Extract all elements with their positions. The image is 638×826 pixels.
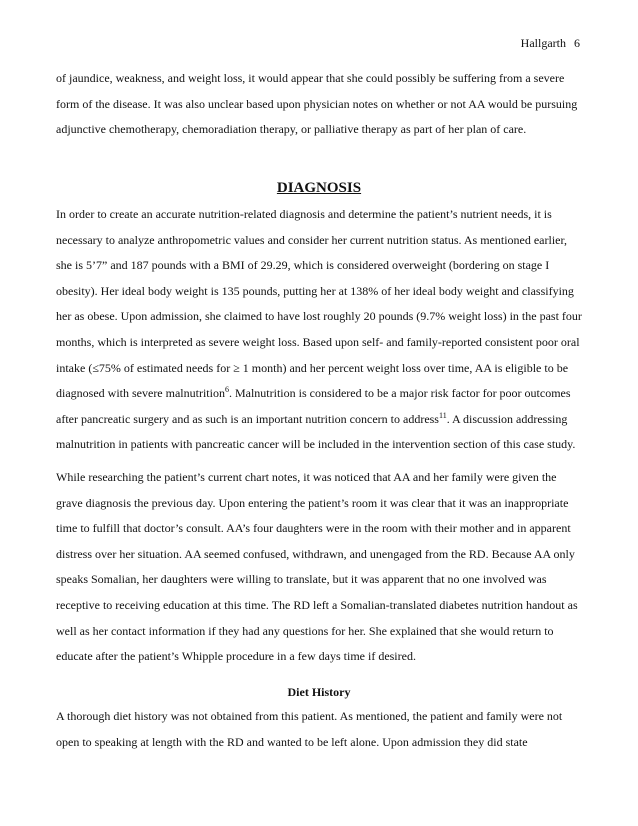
paragraph-diagnosis bbox=[56, 202, 584, 458]
paragraph-diet-history: A thorough diet history was not obtained from this patient. As mentioned, the patient and family were not open to speaking at length with the RD and wanted to be left alone. Upon admission they did state bbox=[56, 709, 563, 749]
running-header bbox=[521, 36, 580, 51]
paragraph-continuation: of jaundice, weakness, and weight loss, it would appear that she could possibly be suffering from a severe form of the disease. It was also unclear based upon physician notes on whether or not AA would be pursuing adjunctive chemotherapy, chemoradiation therapy, or palliative therapy as part of her plan of care. bbox=[56, 71, 578, 137]
header-page-number: 6 bbox=[574, 36, 580, 50]
citation-ref-6: 6 bbox=[224, 385, 229, 395]
header-author: Hallgarth bbox=[520, 36, 566, 50]
section-heading-diagnosis: DIAGNOSIS bbox=[276, 180, 362, 196]
citation-ref-11: 11 bbox=[438, 410, 447, 420]
paragraph-chart-notes: While researching the patient’s current chart notes, it was noticed that AA and her family were given the grave diagnosis the previous day. Upon entering the patient’s room it was clear that it was an inappropriate time to fulfill that doctor’s consult. AA’s four daughters were in the room with their mother and in apparent distress over her situation. AA seemed confused, withdrawn, and unengaged from the RD. Because AA only speaks Somalian, her daughters were willing to translate, but it was apparent that no one involved was receptive to receiving education at this time. The RD left a Somalian-translated diabetes nutrition handout as well as her contact information if they had any questions for her. She explained that she would return to educate after the patient’s Whipple procedure in a few days time if desired. bbox=[56, 470, 578, 664]
paragraph-diagnosis-text-a: In order to create an accurate nutrition-related diagnosis and determine the patient’s nutrient needs, it is necessary to analyze anthropometric values and consider her current nutrition status. As mentioned earlier, she is 5’7” and 187 pounds with a BMI of 29.29, which is considered overweight (bordering on stage I obesity). Her ideal body weight is 135 pounds, putting her at 138% of her ideal body weight and classifying her as obese. Upon admission, she claimed to have lost roughly 20 pounds (9.7% weight loss) in the past four months, which is interpreted as severe weight loss. Based upon self- and family-reported consistent poor oral intake (≤75% of estimated needs for ≥ 1 month) and her percent weight loss over time, AA is eligible to be diagnosed with severe malnutrition bbox=[56, 207, 582, 401]
subheading-diet-history: Diet History bbox=[287, 685, 351, 699]
paragraph-diagnosis-text-b: . Malnutrition is considered to be a major risk factor for poor outcomes after pancreatic surgery and as such is an important nutrition concern to address bbox=[56, 386, 571, 426]
paragraph-diagnosis-text-c: . A discussion addressing malnutrition in patients with pancreatic cancer will be included in the intervention section of this case study. bbox=[56, 411, 576, 452]
